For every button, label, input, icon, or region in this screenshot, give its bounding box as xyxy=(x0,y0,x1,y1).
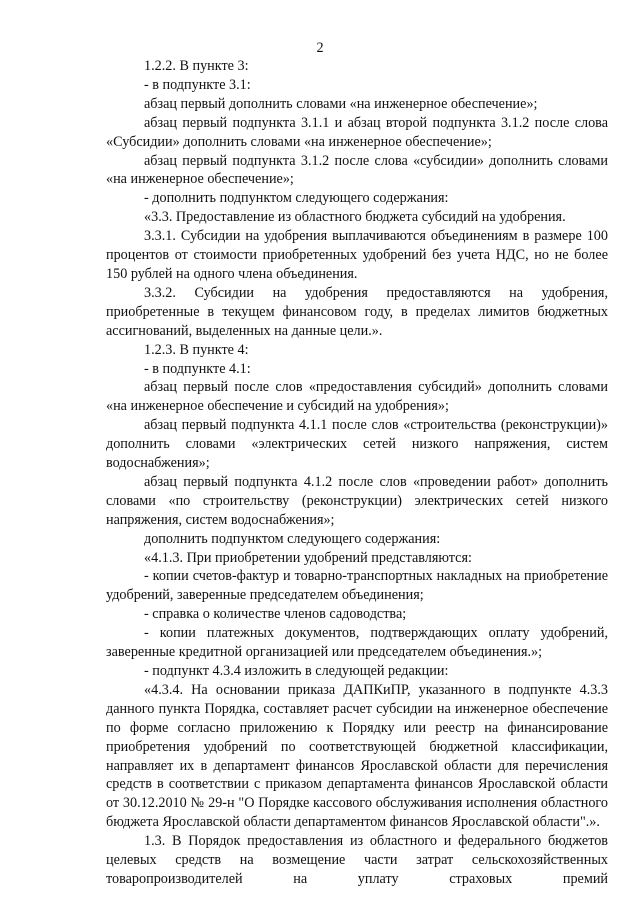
page-number: 2 xyxy=(316,40,324,56)
paragraph-4-1-1: абзац первый подпункта 4.1.1 после слов «строительства (реконструкции)» дополнить словами «электрических сетей низкого напряжения, систем водоснабжения»; xyxy=(106,417,608,472)
paragraph-3-3-2: 3.3.2. Субсидии на удобрения предоставляются на удобрения, приобретенные в текущем финансовом году, в пределах лимитов бюджетных ассигнований, выделенных на данные цели.». xyxy=(106,284,608,339)
paragraph-4-3-4-intro: - подпункт 4.3.4 изложить в следующей редакции: xyxy=(144,663,449,679)
paragraph-3-3: «3.3. Предоставление из областного бюджета субсидий на удобрения. xyxy=(144,209,566,226)
paragraph-subpoint-4-1: - в подпункте 4.1: xyxy=(144,360,251,377)
paragraph-4-3-4: «4.3.4. На основании приказа ДАПКиПР, указанного в подпункте 4.3.3 данного пункта Порядка, составляет расчет субсидии на инженерное обеспечение по форме согласно приложению к Порядку или реестр на финансирование приобретения удобрений по соответствующей бюджетной классификации, направляет их в департамент финансов Ярославской области для перечисления средств в соответствии с приказом департамента финансов Ярославской области от 30.12.2010 № 29-н "О Порядке кассового обслуживания исполнения областного бюджета Ярославской области департаментом финансов Ярославской области".». xyxy=(106,681,608,831)
paragraph-1-2-3-heading: 1.2.3. В пункте 4: xyxy=(144,341,249,358)
paragraph-invoices-copies: - копии счетов-фактур и товарно-транспортных накладных на приобретение удобрений, заверенные председателем объединения; xyxy=(106,568,608,604)
paragraph-1-3: 1.3. В Порядок предоставления из областного и федерального бюджетов целевых средств на возмещение части затрат сельскохозяйственных товаропроизводителей на уплату страховых премий xyxy=(106,833,608,887)
paragraph-4-1-3: «4.1.3. При приобретении удобрений представляются: xyxy=(144,549,472,566)
paragraph-payment-documents: - копии платежных документов, подтверждающих оплату удобрений, заверенные кредитной организацией или председателем объединения.»; xyxy=(106,625,608,661)
paragraph-4-1-2: абзац первый подпункта 4.1.2 после слов «проведении работ» дополнить словами «по строительству (реконструкции) электрических сетей низкого напряжения, систем водоснабжения»; xyxy=(106,473,608,528)
document-body xyxy=(106,57,608,889)
paragraph-members-certificate: - справка о количестве членов садоводства; xyxy=(144,606,407,623)
paragraph-3-3-1: 3.3.1. Субсидии на удобрения выплачиваются объединениям в размере 100 процентов от стоимости приобретенных удобрений без учета НДС, но не более 150 рублей на одного члена объединения. xyxy=(106,228,608,282)
paragraph-1-2-2-heading: 1.2.2. В пункте 3: xyxy=(144,58,249,74)
paragraph-subpoint-3-1: - в подпункте 3.1: xyxy=(144,76,251,93)
paragraph-add-subpoint-intro: - дополнить подпунктом следующего содержания: xyxy=(144,190,449,207)
paragraph-3-1-first-abzac: абзац первый дополнить словами «на инженерное обеспечение»; xyxy=(144,95,538,112)
paragraph-4-1-first-abzac: абзац первый после слов «предоставления субсидий» дополнить словами «на инженерное обеспечение и субсидий на удобрения»; xyxy=(106,379,608,415)
paragraph-3-1-1-and-3-1-2: абзац первый подпункта 3.1.1 и абзац второй подпункта 3.1.2 после слова «Субсидии» дополнить словами «на инженерное обеспечение»; xyxy=(106,114,608,150)
paragraph-add-subpoint-4-intro: дополнить подпунктом следующего содержания: xyxy=(144,530,441,547)
paragraph-3-1-2: абзац первый подпункта 3.1.2 после слова «субсидии» дополнить словами «на инженерное обеспечение»; xyxy=(106,152,608,188)
